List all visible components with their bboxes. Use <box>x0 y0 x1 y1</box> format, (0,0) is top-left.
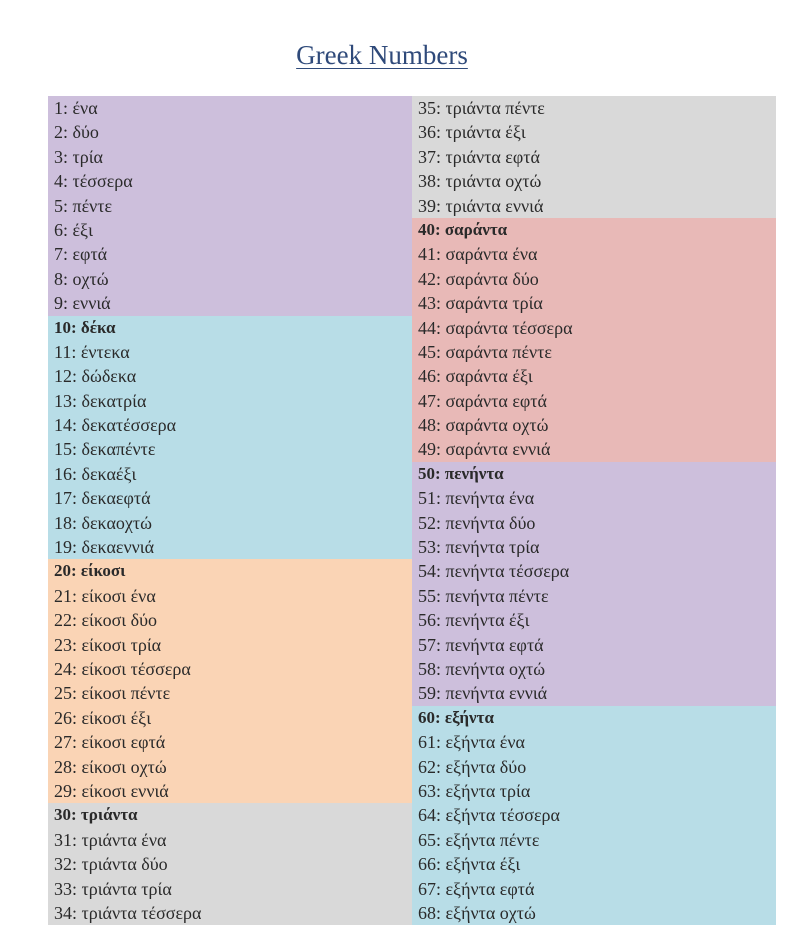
number-row: 14: δεκατέσσερα <box>48 413 412 437</box>
number-row: 66: εξήντα έξι <box>412 852 776 876</box>
number-row: 28: είκοσι οχτώ <box>48 755 412 779</box>
number-row: 65: εξήντα πέντε <box>412 828 776 852</box>
number-row: 59: πενήντα εννιά <box>412 681 776 705</box>
number-row: 2: δύο <box>48 120 412 144</box>
number-row: 23: είκοσι τρία <box>48 633 412 657</box>
number-row: 3: τρία <box>48 145 412 169</box>
number-row: 68: εξήντα οχτώ <box>412 901 776 925</box>
number-row: 53: πενήντα τρία <box>412 535 776 559</box>
number-row: 12: δώδεκα <box>48 364 412 388</box>
number-row: 27: είκοσι εφτά <box>48 730 412 754</box>
number-row: 11: έντεκα <box>48 340 412 364</box>
number-row: 8: οχτώ <box>48 267 412 291</box>
number-row: 33: τριάντα τρία <box>48 877 412 901</box>
number-row: 55: πενήντα πέντε <box>412 584 776 608</box>
number-row: 1: ένα <box>48 96 412 120</box>
number-row: 56: πενήντα έξι <box>412 608 776 632</box>
number-row: 5: πέντε <box>48 194 412 218</box>
number-row: 36: τριάντα έξι <box>412 120 776 144</box>
number-row: 62: εξήντα δύο <box>412 755 776 779</box>
number-row: 15: δεκαπέντε <box>48 437 412 461</box>
number-row: 4: τέσσερα <box>48 169 412 193</box>
number-column-right <box>412 96 776 925</box>
number-heading-row: 30: τριάντα <box>48 803 412 827</box>
number-row: 46: σαράντα έξι <box>412 364 776 388</box>
number-row: 43: σαράντα τρία <box>412 291 776 315</box>
number-row: 39: τριάντα εννιά <box>412 194 776 218</box>
number-row: 57: πενήντα εφτά <box>412 633 776 657</box>
number-row: 38: τριάντα οχτώ <box>412 169 776 193</box>
number-row: 17: δεκαεφτά <box>48 486 412 510</box>
number-row: 58: πενήντα οχτώ <box>412 657 776 681</box>
number-row: 13: δεκατρία <box>48 389 412 413</box>
number-row: 34: τριάντα τέσσερα <box>48 901 412 925</box>
number-row: 63: εξήντα τρία <box>412 779 776 803</box>
number-row: 29: είκοσι εννιά <box>48 779 412 803</box>
number-heading-row: 10: δέκα <box>48 316 412 340</box>
number-row: 64: εξήντα τέσσερα <box>412 803 776 827</box>
number-row: 9: εννιά <box>48 291 412 315</box>
number-column-left <box>48 96 412 925</box>
number-row: 48: σαράντα οχτώ <box>412 413 776 437</box>
number-row: 42: σαράντα δύο <box>412 267 776 291</box>
number-row: 21: είκοσι ένα <box>48 584 412 608</box>
number-heading-row: 20: είκοσι <box>48 559 412 583</box>
number-heading-row: 60: εξήντα <box>412 706 776 730</box>
number-row: 32: τριάντα δύο <box>48 852 412 876</box>
number-row: 52: πενήντα δύο <box>412 511 776 535</box>
number-row: 26: είκοσι έξι <box>48 706 412 730</box>
number-row: 22: είκοσι δύο <box>48 608 412 632</box>
number-heading-row: 50: πενήντα <box>412 462 776 486</box>
number-row: 7: εφτά <box>48 242 412 266</box>
number-row: 67: εξήντα εφτά <box>412 877 776 901</box>
number-row: 37: τριάντα εφτά <box>412 145 776 169</box>
number-row: 18: δεκαοχτώ <box>48 511 412 535</box>
number-heading-row: 40: σαράντα <box>412 218 776 242</box>
number-row: 47: σαράντα εφτά <box>412 389 776 413</box>
number-row: 45: σαράντα πέντε <box>412 340 776 364</box>
number-row: 31: τριάντα ένα <box>48 828 412 852</box>
number-row: 35: τριάντα πέντε <box>412 96 776 120</box>
number-row: 49: σαράντα εννιά <box>412 437 776 461</box>
number-row: 44: σαράντα τέσσερα <box>412 316 776 340</box>
number-row: 16: δεκαέξι <box>48 462 412 486</box>
number-row: 61: εξήντα ένα <box>412 730 776 754</box>
number-row: 41: σαράντα ένα <box>412 242 776 266</box>
number-row: 51: πενήντα ένα <box>412 486 776 510</box>
number-row: 6: έξι <box>48 218 412 242</box>
number-row: 25: είκοσι πέντε <box>48 681 412 705</box>
page-title: Greek Numbers <box>296 40 468 70</box>
number-row: 54: πενήντα τέσσερα <box>412 559 776 583</box>
number-row: 24: είκοσι τέσσερα <box>48 657 412 681</box>
number-row: 19: δεκαεννιά <box>48 535 412 559</box>
